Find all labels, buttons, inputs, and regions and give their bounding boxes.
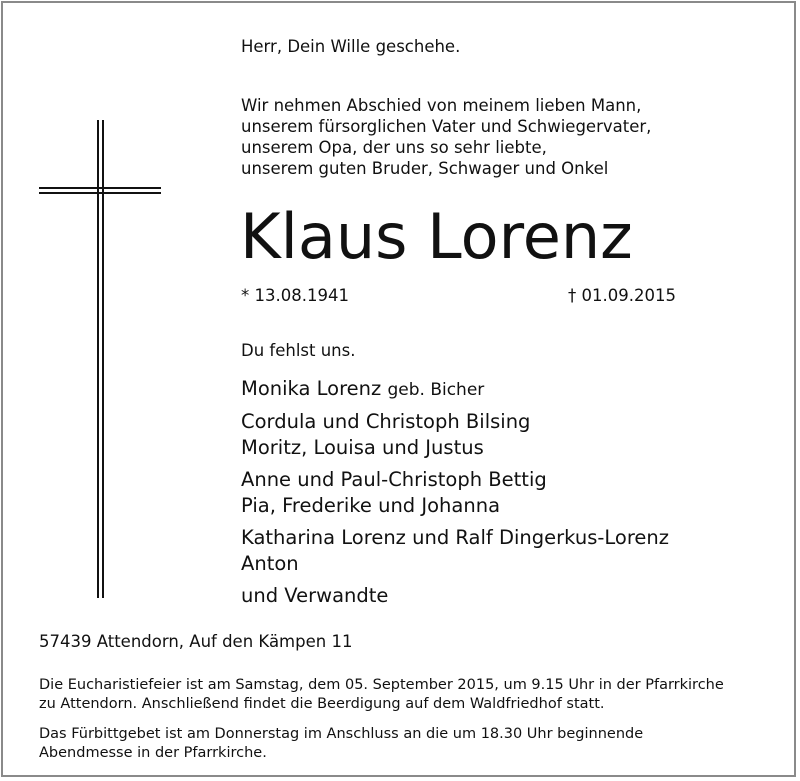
motto: Herr, Dein Wille geschehe. — [241, 37, 461, 56]
address: 57439 Attendorn, Auf den Kämpen 11 — [39, 632, 353, 651]
deceased-name: Klaus Lorenz — [240, 200, 633, 273]
intro-line: unserem fürsorglichen Vater und Schwiegervater, — [241, 117, 652, 136]
mourners-list — [241, 376, 669, 609]
prayer-info — [39, 725, 643, 763]
death-date: † 01.09.2015 — [568, 286, 676, 305]
info-line: Das Fürbittgebet ist am Donnerstag im Anschluss an die um 18.30 Uhr beginnende — [39, 726, 644, 742]
info-line: Die Eucharistiefeier ist am Samstag, dem 05. September 2015, um 9.15 Uhr in der Pfarrkirche — [39, 677, 724, 693]
relatives: und Verwandte — [241, 584, 389, 607]
info-line: zu Attendorn. Anschließend findet die Beerdigung auf dem Waldfriedhof statt. — [39, 696, 605, 712]
family-name: Cordula und Christoph Bilsing — [241, 410, 531, 433]
intro-line: Wir nehmen Abschied von meinem lieben Mann, — [241, 96, 642, 115]
family-children: Pia, Frederike und Johanna — [241, 494, 501, 517]
widow-note: geb. Bicher — [387, 380, 485, 400]
family-name: Katharina Lorenz und Ralf Dingerkus-Lorenz — [241, 526, 670, 549]
widow-line — [241, 376, 669, 403]
intro-line: unserem Opa, der uns so sehr liebte, — [241, 138, 547, 157]
closing-line: Du fehlst uns. — [241, 341, 356, 360]
intro-text — [241, 95, 651, 179]
service-info — [39, 676, 724, 714]
info-line: Abendmesse in der Pfarrkirche. — [39, 745, 267, 761]
birth-date: * 13.08.1941 — [241, 286, 349, 305]
family-children: Anton — [241, 552, 299, 575]
family-children: Moritz, Louisa und Justus — [241, 436, 484, 459]
widow-name: Monika Lorenz — [241, 377, 382, 400]
intro-line: unserem guten Bruder, Schwager und Onkel — [241, 159, 609, 178]
family-name: Anne und Paul-Christoph Bettig — [241, 468, 547, 491]
